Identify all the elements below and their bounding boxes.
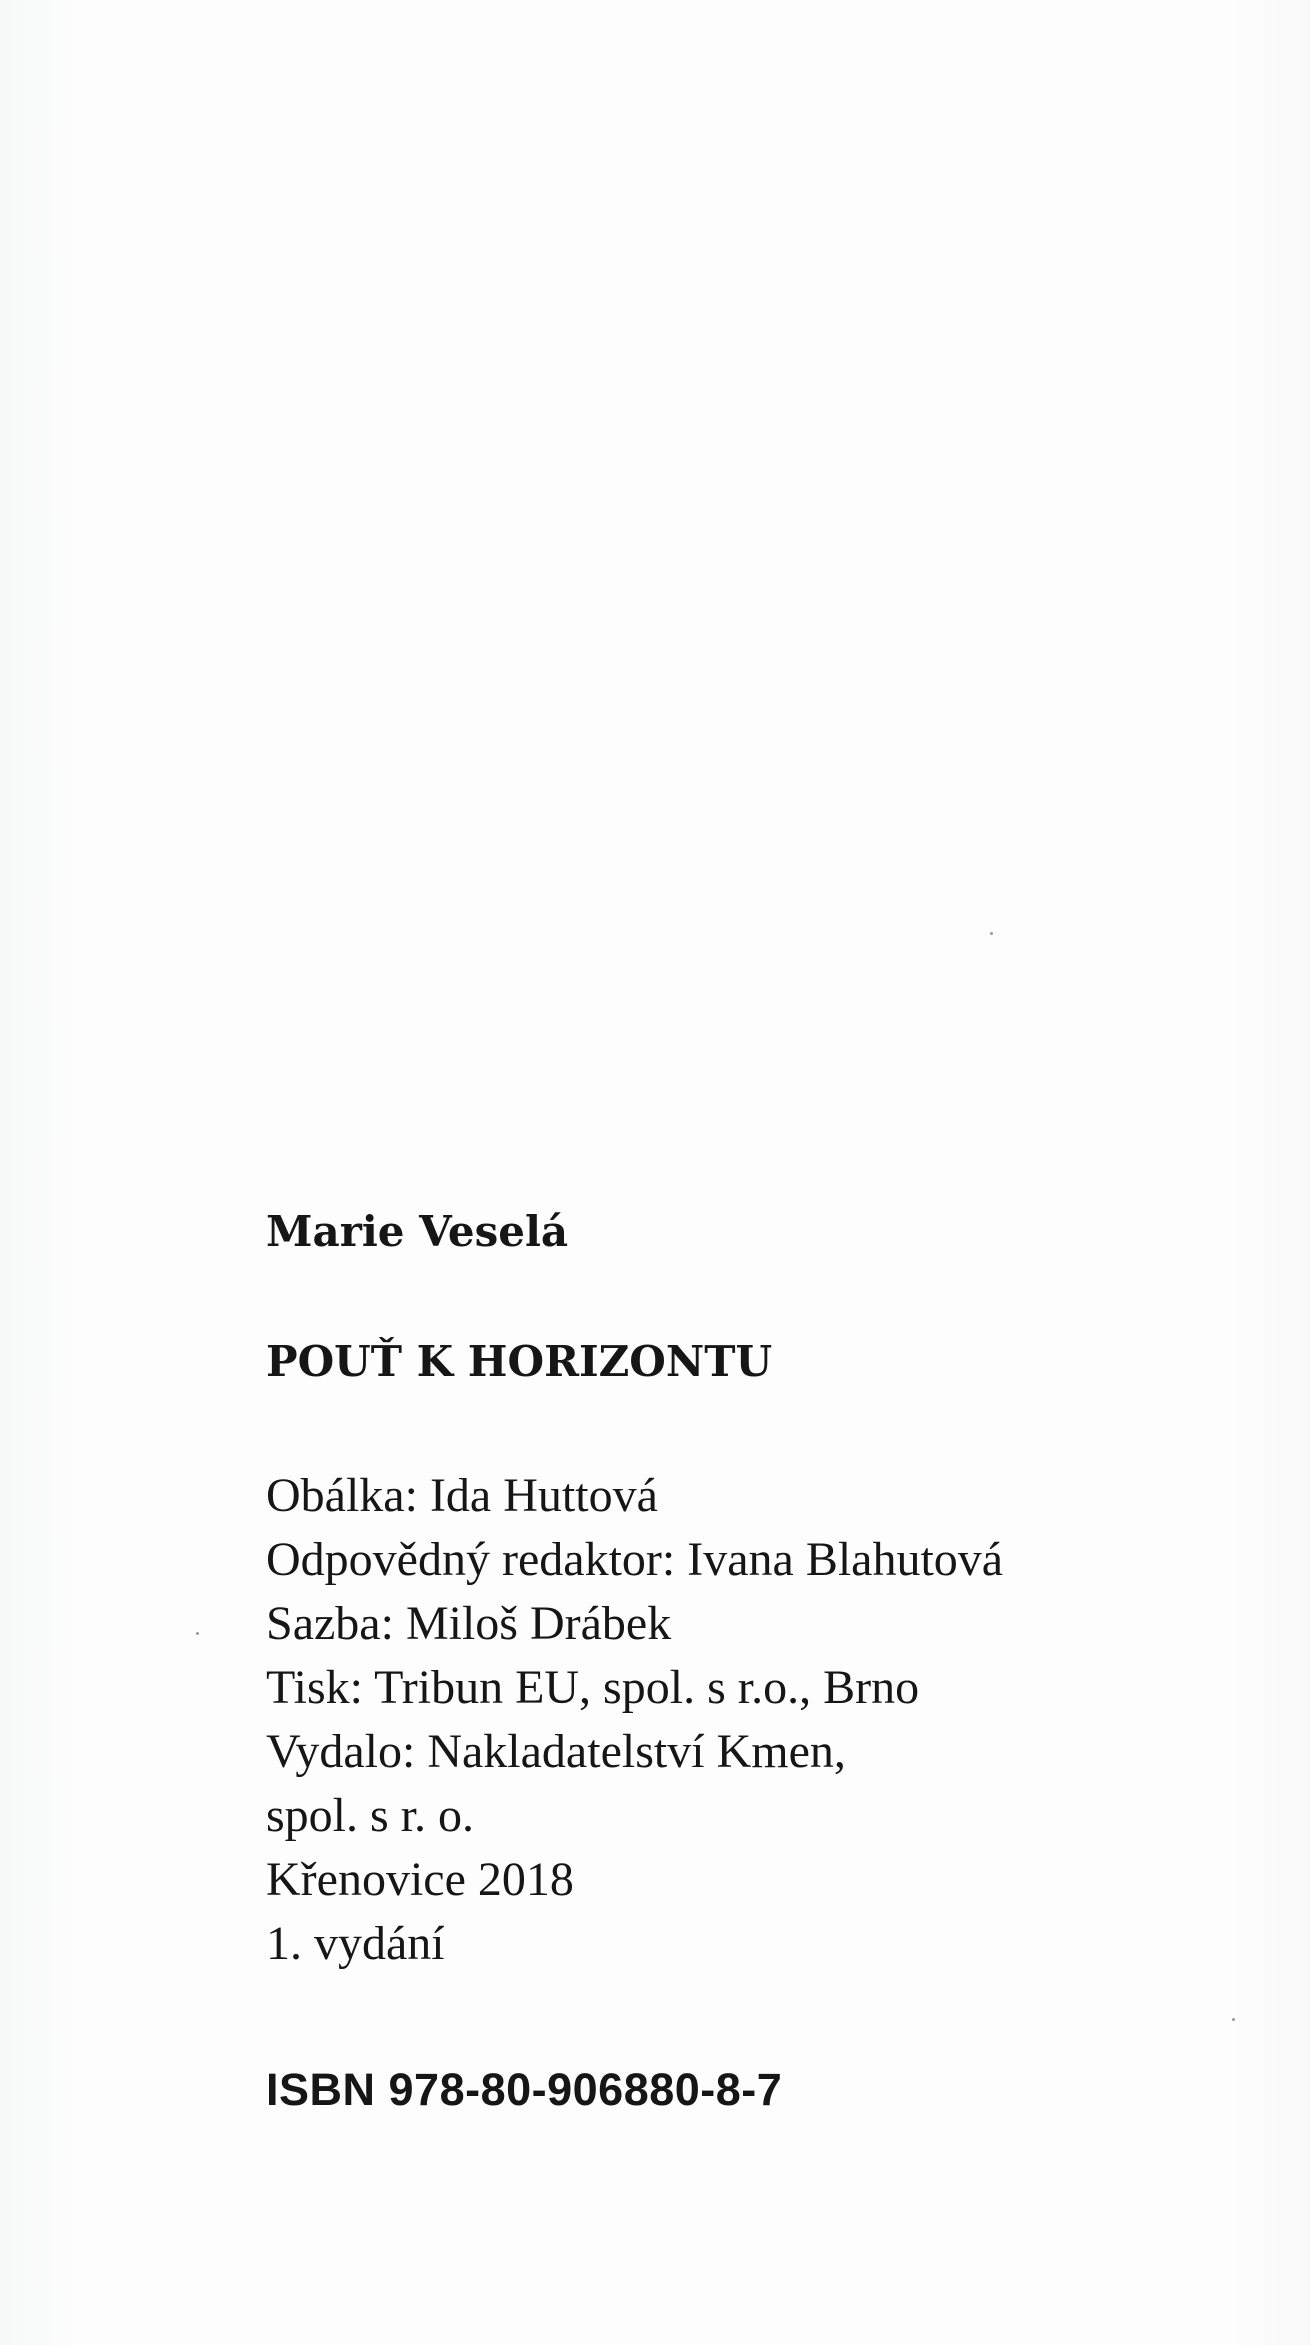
colophon [266,1206,1266,2118]
paper-speck [990,932,993,935]
credit-editor: Odpovědný redaktor: Ivana Blahutová [266,1533,1004,1586]
credit-publisher-cont: spol. s r. o. [266,1789,475,1842]
credit-typesetting: Sazba: Miloš Drábek [266,1597,672,1650]
credit-cover: Obálka: Ida Huttová [266,1469,658,1522]
credit-publisher: Vydalo: Nakladatelství Kmen, [266,1725,846,1778]
credit-place-year: Křenovice 2018 [266,1853,574,1906]
credits-list [266,1464,1266,1976]
paper-speck [1232,2018,1235,2021]
author-name: Marie Veselá [266,1207,569,1256]
book-title: POUŤ K HORIZONTU [266,1337,773,1386]
paper-speck [196,1632,199,1635]
credit-print: Tisk: Tribun EU, spol. s r.o., Brno [266,1661,920,1714]
isbn: ISBN 978-80-906880-8-7 [266,2064,783,2115]
credit-edition: 1. vydání [266,1917,445,1970]
